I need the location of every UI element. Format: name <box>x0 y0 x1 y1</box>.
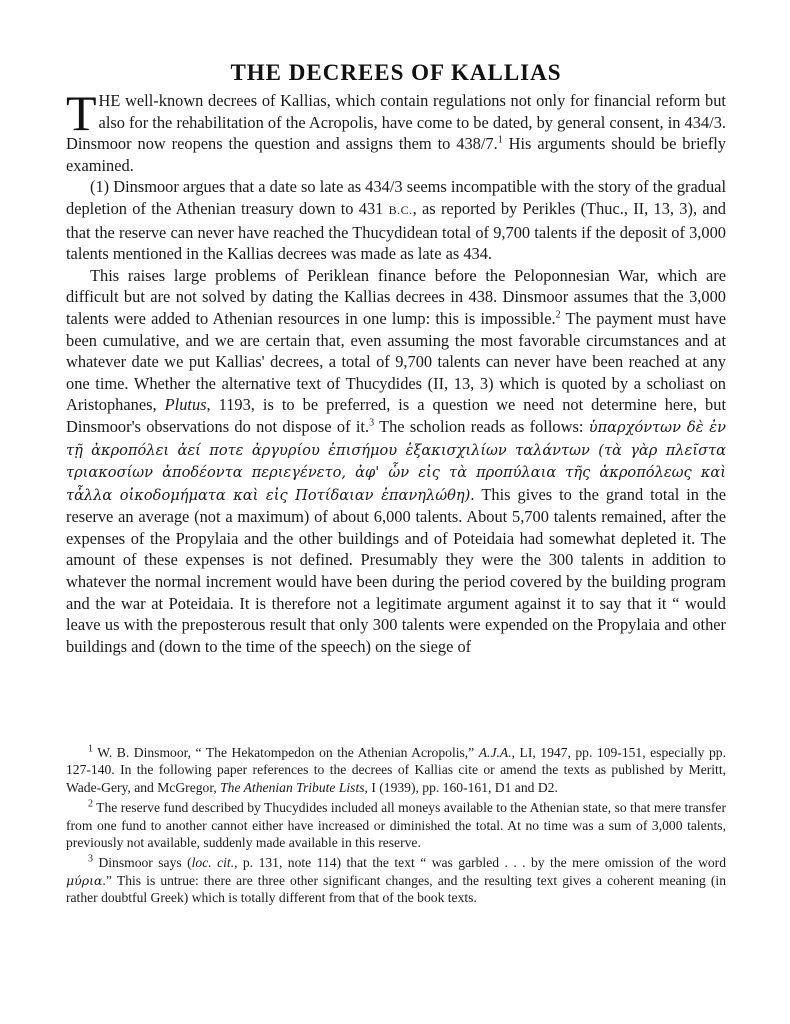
footnote-ref-3[interactable]: 3 <box>369 417 375 429</box>
footnote-1-text-a: W. B. Dinsmoor, “ The Hekatompedon on the Athenian Acropolis,” <box>93 745 479 760</box>
paragraph-1-tail: His arguments should be briefly examined. <box>66 134 726 175</box>
footnote-2-text: The reserve fund described by Thucydides included all moneys available to the Athenian state, so that mere transfer from one fund to another cannot either have increased or diminished the total. At no time was a sum of 3,000 talents, previously not available, suddenly made available in this reserve. <box>66 800 726 851</box>
footnote-3-text-c: .” This is untrue: there are three other significant changes, and the resulting text gives a coherent meaning (in rather doubtful Greek) which is totally different from that of the book texts. <box>66 872 726 906</box>
paragraph-3-text-e: . This gives to the grand total in the reserve an average (not a maximum) of about 6,000 talents. About 5,700 talents remained, after the expenses of the Propylaia and the other buildings and of Poteidaia had somewhat depleted it. The amount of these expenses is not defined. Presumably they were the 300 talents in addition to whatever the normal increment would have been during the period covered by the building program and the war at Poteidaia. It is therefore not a legitimate argument against it to say that it “ would leave us with the preposterous result that only 300 talents were expended on the Propylaia and other buildings and (down to the time of the speech) on the siege of <box>66 484 726 656</box>
bc-abbrev: B.C. <box>388 202 413 217</box>
aja-title: A.J.A. <box>478 745 512 760</box>
footnote-1-text-b: , LI, 1947, pp. 109-151, especially pp. 127-140. In the following paper references to the decrees of Kallias cite or amend the texts as published by Meritt, Wade-Gery, and McGregor, <box>66 745 726 795</box>
loc-cit: loc. cit. <box>191 855 235 871</box>
paragraph-1 <box>66 85 726 176</box>
footnotes <box>66 744 726 910</box>
footnote-3-text-b: , p. 131, note 114) that the text “ was garbled . . . by the mere omission of the word <box>234 855 727 871</box>
footnote-1 <box>66 744 726 796</box>
paragraph-3-text-d: The scholion reads as follows: <box>374 416 589 436</box>
footnote-3-text-a: Dinsmoor says ( <box>93 855 192 871</box>
paragraph-1-text: HE well-known decrees of Kallias, which contain regulations not only for financial reform but also for the rehabilitation of the Acropolis, have come to be dated, by general consent, in 434/3. Dinsmoor now reopens the question and assigns them to 438/7. <box>66 91 726 154</box>
paragraph-3-text-b: The payment must have been cumulative, and we are certain that, even assuming the most favorable circumstances and at whatever date we put Kallias' decrees, a total of 9,700 talents can never have been reached at any one time. Whether the alternative text of Thucydides (II, 13, 3) which is quoted by a scholiast on Aristophanes, <box>66 308 726 415</box>
paragraph-3-text-a: This raises large problems of Periklean finance before the Peloponnesian War, which are difficult but are not solved by dating the Kallias decrees in 438. Dinsmoor assumes that the 3,000 talents were added to Athenian resources in one lump: this is impossible. <box>66 265 726 328</box>
footnote-2 <box>66 799 726 851</box>
greek-myria: μύρια <box>66 872 103 888</box>
plutus-title: Plutus <box>164 395 207 415</box>
page-title: THE DECREES OF KALLIAS <box>230 60 562 85</box>
footnote-1-text-c: , I (1939), pp. 160-161, D1 and D2. <box>364 779 558 795</box>
footnote-2-number: 2 <box>88 798 93 810</box>
paragraph-3-text-c: , 1193, is to be preferred, is a question we need not determine here, but Dinsmoor's observations do not dispose of it. <box>66 395 727 436</box>
footnote-ref-2[interactable]: 2 <box>555 309 561 321</box>
footnote-3-number: 3 <box>88 853 93 865</box>
paragraph-2-text-a: (1) Dinsmoor argues that a date so late as 434/3 seems incompatible with the story of the gradual depletion of the Athenian treasury down to 431 <box>66 177 726 218</box>
footnote-1-number: 1 <box>88 743 93 755</box>
main-text <box>66 85 727 657</box>
footnote-ref-1[interactable]: 1 <box>497 134 503 146</box>
paragraph-2-text-b: , as reported by Perikles (Thuc., II, 13, 3), and that the reserve can never have reached the Thucydidean total of 9,700 talents if the deposit of 3,000 talents mentioned in the Kallias decrees was made as late as 434. <box>66 198 726 264</box>
paragraph-3 <box>66 265 726 658</box>
paragraph-2 <box>66 176 726 264</box>
page-body <box>66 60 726 657</box>
greek-scholion: ὑπαρχόντων δὲ ἐν τῇ ἀκροπόλει ἀεί ποτε ἀργυρίου ἐπισήμου ἑξακισχιλίων ταλάντων (τὰ γὰρ πλεῖστα τριακοσίων ἀποδέοντα περιεγένετο, ἀφ' ὧν εἰς τὰ προπύλαια τῆς ἀκροπόλεως καὶ τἆλλα οἰκοδομήματα καὶ εἰς Ποτίδαιαν ἐπανηλώθη) <box>66 418 726 504</box>
drop-cap: T <box>66 85 97 141</box>
atl-title: The Athenian Tribute Lists <box>220 779 365 795</box>
footnote-3 <box>66 854 726 906</box>
